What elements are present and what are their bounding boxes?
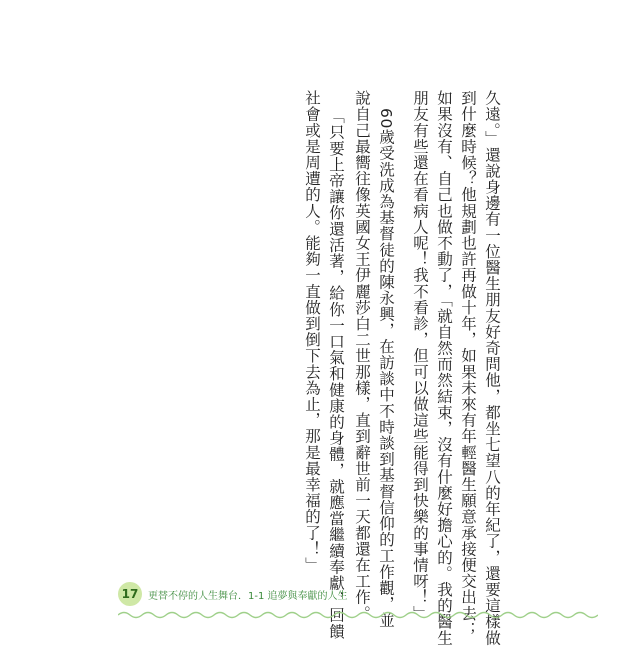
wave-divider-icon	[118, 610, 598, 620]
text-column-2: 到什麼時候？他規劃也許再做十年，如果未來有年輕醫生願意承接便交出去；	[459, 90, 477, 638]
page-number-badge: 17	[118, 582, 142, 606]
text-column-4: 朋友有些還在看病人呢！我不看診，但可以做這些能得到快樂的事情呀！」	[411, 90, 429, 622]
text-column-5: 60歲受洗成為基督徒的陳永興，在訪談中不時談到基督信仰的工作觀，並	[377, 108, 395, 629]
page-footer	[118, 580, 598, 620]
text-column-6: 說自己最嚮往像英國女王伊麗莎白二世那樣，直到辭世前一天都還在工作。	[353, 90, 371, 622]
text-column-8: 社會或是周遭的人。能夠一直做到倒下去為止，那是最幸福的了！」	[303, 90, 321, 573]
text-column-7: 「只要上帝讓你還活著，給你一口氣和健康的身體，就應當繼續奉獻，回饋	[327, 108, 345, 640]
text-column-1: 久遠。」還說身邊有一位醫生朋友好奇問他，都坐七望八的年紀了，還要這樣做	[483, 90, 501, 646]
running-head: 更替不停的人生舞台．1-1 追夢與奉獻的人生	[148, 591, 348, 602]
text-column-3: 如果沒有、自己也做不動了，「就自然而然結束，沒有什麼好擔心的。我的醫生	[435, 90, 453, 646]
